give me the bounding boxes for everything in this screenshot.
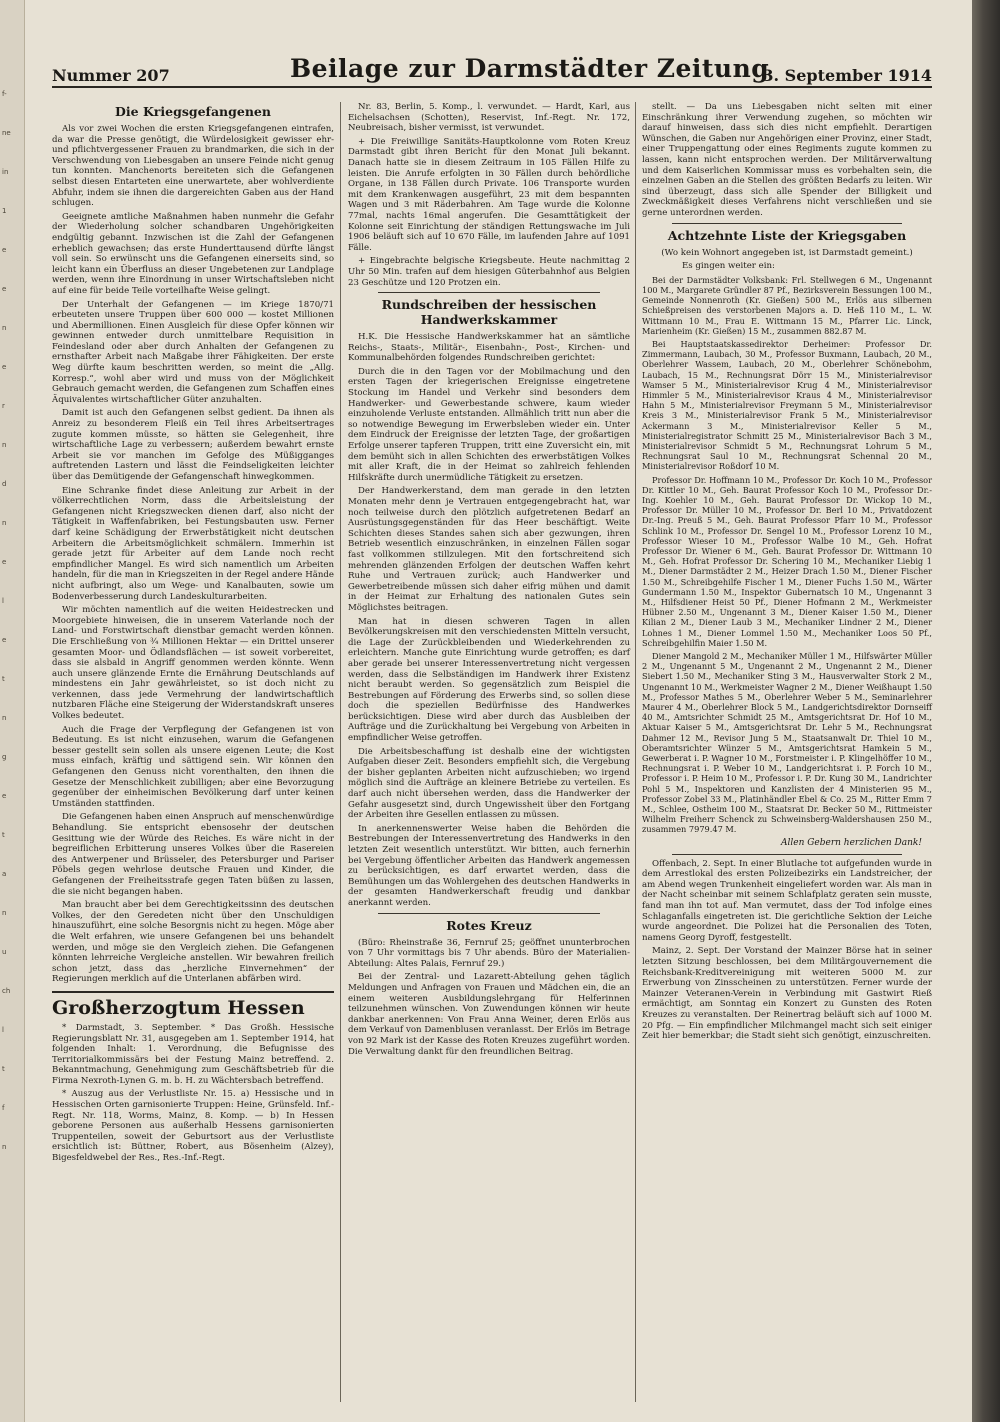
edge-fragment: r [2,402,5,410]
edge-fragment: n [2,909,7,917]
divider [378,913,600,914]
edge-fragment: u [2,948,7,956]
article-body [348,938,630,1058]
edge-fragment: e [2,558,7,566]
paragraph: Durch die in den Tagen vor der Mobilmachung und den ersten Tagen der kriegerischen Ereignisse eingetretene Stockung im Handel und Verkehr sind besonders dem Handwerker- und Gewerbestande schwere, kaum wieder einzuholende Verluste entstanden. Allmählich tritt nun aber die so notwendige Bewegung im Erwerbsleben wieder ein. Unter dem Eindruck der Ereignisse der letzten Tage, der großartigen Erfolge unserer tapferen Truppen, tritt eine Zuversicht ein, mit dem bemüht sich in allen Schichten des erwerbstätigen Volkes mit aller Kraft, die in der Heimat so zahlreich fehlenden Hilfskräfte durch unermüdliche Tätigkeit zu ersetzen. [348,366,630,483]
paragraph: Wir möchten namentlich auf die weiten Heidestrecken und Moorgebiete hinweisen, die in unserem Vaterlande noch der Land- und Forstwirtschaft dienstbar gemacht werden können. Die Erschließung von ¾ Millionen Hektar — ein Drittel unserer gesamten Moor- und Ödlandsflächen — ist soweit vorbereitet, dass sie alsbald in Angriff genommen werden könnte. Wenn auch unsere glänzende Ernte die Ernährung Deutschlands auf mindestens ein Jahr gewährleistet, so ist doch nicht zu verkennen, dass jede Vermehrung der landwirtschaftlich nutzbaren Fläche eine Steigerung der Widerstandskraft unseres Volkes bedeutet. [52,605,334,722]
paragraph: Mainz, 2. Sept. Der Vorstand der Mainzer Börse hat in seiner letzten Sitzung beschlossen, bei dem Militärgouvernement die Reichsbank-Kreditvereinigung mit weiteren 5000 M. zur Erwerbung von Zinsscheinen zu unterstützen. Ferner wurde der Mainzer Veteranen-Verein in Verbindung mit Gastwirt Rieß ermächtigt, am Sonntag ein Konzert zu Gunsten des Roten Kreuzes zu veranstalten. Der Reinertrag beläuft sich auf 1000 M. 20 Pfg. — Ein empfindlicher Milchmangel macht sich seit einiger Zeit hier bemerkbar; die Stadt sieht sich genötigt, einzuschreiten. [642,946,932,1042]
paragraph: Geeignete amtliche Maßnahmen haben nunmehr die Gefahr der Wiederholung solcher schandbaren Ungehörigkeiten endgültig gebannt. Inzwischen ist die Zahl der Gefangenen erheblich gewachsen; das erste Hunderttausend dürfte längst voll sein. So erwünscht uns die Gefangenen einerseits sind, so leicht kann ein Überfluss an dieser Ungebetenen zur Landplage werden, wenn ihre Einordnung in unser Wirtschaftsleben nicht auf eine für beide Teile vorteilhafte Weise gelingt. [52,211,334,296]
edge-fragment: g [2,753,7,761]
donation-list [642,275,932,835]
edge-fragment: f- [2,90,7,98]
edge-fragment: e [2,363,7,371]
paragraph: + Die Freiwillige Sanitäts-Hauptkolonne vom Roten Kreuz Darmstadt gibt ihren Bericht für den Monat Juli bekannt. Danach hatte sie in diesem Zeitraum in 105 Fällen Hilfe zu leisten. Die Anrufe erfolgten in 30 Fällen durch behördliche Organe, in 138 Fällen durch Private. 106 Transporte wurden mit dem Krankenwagen ausgeführt, 23 mit dem bespannten Wagen und 3 mit Räderbahren. Am Tage wurde die Kolonne 77mal, nachts 16mal angerufen. Die Gesamttätigkeit der Kolonne seit Einrichtung der ständigen Rettungswache im Juli 1906 beläuft sich auf 10 670 Fälle, im laufenden Jahre auf 1091 Fälle. [348,136,630,253]
divider [672,854,902,855]
column-divider [340,102,341,1402]
article-headline: Achtzehnte Liste der Kriegsgaben [667,227,907,243]
paragraph: stellt. — Da uns Liebesgaben nicht selten mit einer Einschränkung ihrer Verwendung zugehen, so möchten wir darauf hinweisen, dass sich dies nicht empfiehlt. Derartigen Wünschen, die Gaben nur Angehörigen einer Provinz, einer Stadt, einer Truppengattung oder eines Regiments zugute kommen zu lassen, kann nicht entsprochen werden. Der Militärverwaltung und dem Kaiserlichen Kommissar muss es vorbehalten sein, die einzelnen Gaben an die Stellen des größten Bedarfs zu leiten. Wir sind überzeugt, dass sich alle Spender der Billigkeit und Zweckmäßigkeit dieses Verfahrens nicht verschließen und sie gerne unterordnen werden. [642,102,932,218]
paragraph: Bei Hauptstaatskassedirektor Derheimer: Professor Dr. Zimmermann, Laubach, 30 M., Professor Buxmann, Laubach, 20 M., Oberlehrer Wassem, Laubach, 20 M., Oberlehrer Schönebohm, Laubach, 15 M., Rechnungsrat Dörr 15 M., Ministerialrevisor Wamser 5 M., Ministerialrevisor Krug 4 M., Ministerialrevisor Himmler 5 M., Ministerialrevisor Kraus 4 M., Ministerialrevisor Hahn 5 M., Ministerialrevisor Freymann 5 M., Ministerialrevisor Kreis 3 M., Ministerialrevisor Frank 5 M., Ministerialrevisor Ackermann 3 M., Ministerialrevisor Keller 5 M., Ministerialregistrator Schmitt 25 M., Ministerialrevisor Bach 3 M., Ministerialrevisor Schmidt 5 M., Rechnungsrat Lohrum 5 M., Rechnungsrat Saul 10 M., Rechnungsrat Schennal 20 M., Ministerialrevisor Roßdorf 10 M. [642,338,932,472]
paragraph: Offenbach, 2. Sept. In einer Blutlache tot aufgefunden wurde in dem Arrestlokal des ersten Polizeibezirks ein Landstreicher, der am Abend wegen Trunkenheit eingeliefert worden war. Als man in der Nacht scheinbar mit seinem Schlafplatz geraten sein musste, fand man ihn tot auf. Man vermutet, dass der Tod infolge eines Schlaganfalls eingetreten ist. Die gerichtliche Sektion der Leiche wurde angeordnet. Die Polizei hat die Personalien des Toten, namens Georg Dyroff, festgestellt. [642,858,932,943]
newspaper-title: Beilage zur Darmstädter Zeitung [290,54,770,83]
edge-fragment: f [2,1104,5,1112]
article-subline: (Wo kein Wohnort angegeben ist, ist Darmstadt gemeint.) [661,247,913,258]
edge-fragment: 1 [2,207,7,215]
edge-fragment: n [2,519,7,527]
edge-fragment: t [2,675,5,683]
section-body [52,1023,334,1164]
paragraph: H.K. Die Hessische Handwerkskammer hat an sämtliche Reichs-, Staats-, Militär-, Eisenbahn-, Post-, Kirchen- und Kommunalbehörden folgendes Rundschreiben gerichtet: [348,332,630,364]
paragraph: Professor Dr. Hoffmann 10 M., Professor Dr. Koch 10 M., Professor Dr. Kittler 10 M., Geh. Baurat Professor Koch 10 M., Professor Dr.-Ing. Koehler 10 M., Geh. Baurat Professor Dr. Wickop 10 M., Professor Dr. Müller 10 M., Professor Dr. Berl 10 M., Privatdozent Dr.-Ing. Preuß 5 M., Geh. Baurat Professor Pfarr 10 M., Professor Schlink 10 M., Professor Dr. Sengel 10 M., Professor Lorenz 10 M., Professor Wieser 10 M., Professor Walbe 10 M., Geh. Hofrat Professor Dr. Wiener 6 M., Geh. Baurat Professor Dr. Wittmann 10 M., Geh. Hofrat Professor Dr. Schering 10 M., Mechaniker Liebig 1 M., Diener Darmstädter 2 M., Heizer Drach 1.50 M., Diener Fischer 1.50 M., Schreibgehilfe Fischer 1 M., Diener Fuchs 1.50 M., Wärter Gundermann 1.50 M., Inspektor Gubernatsch 10 M., Ungenannt 3 M., Hilfsdiener Heist 50 Pf., Diener Hofmann 2 M., Werkmeister Hübner 2.50 M., Ungenannt 3 M., Diener Kaiser 1.50 M., Diener Kilian 2 M., Diener Laub 3 M., Mechaniker Lindner 2 M., Diener Lohnes 1 M., Diener Lommel 1.50 M., Mechaniker Loos 50 Pf., Schreibgehilfin Maier 1.50 M. [642,474,932,648]
paragraph: Bei der Zentral- und Lazarett-Abteilung gehen täglich Meldungen und Anfragen von Frauen und Mädchen ein, die an einem weiteren Ausbildungslehrgang für Helferinnen teilzunehmen wünschen. Von Zuwendungen können wir heute dankbar anerkennen: Von Frau Anna Weiner, deren Erlös aus dem Verkauf von Damenblusen veranlasst. Der Erlös im Betrage von 92 Mark ist der Kasse des Roten Kreuzes zugeführt worden. Die Verwaltung dankt für den freundlichen Beitrag. [348,972,630,1057]
edge-fragment: ne [2,129,11,137]
article-headline: Die Kriegsgefangenen [115,104,271,119]
edge-fragment: n [2,714,7,722]
adjacent-page-edge [0,0,25,1422]
column-3 [642,102,932,1045]
article-body [52,124,334,985]
edge-fragment: e [2,246,7,254]
paragraph: Auch die Frage der Verpflegung der Gefangenen ist von Bedeutung. Es ist nicht einzusehen, warum die Gefangenen besser gestellt sein sollen als unsere eigenen Leute; die Kost muss einfach, kräftig und sättigend sein. Wir können den Gefangenen den Genuss nicht vorenthalten, den ihnen die Gesetze der Menschlichkeit zubilligen; aber eine Bevorzugung gegenüber der einheimischen Bevölkerung darf unter keinen Umständen stattfinden. [52,724,334,809]
divider [672,223,902,224]
issue-date: 3. September 1914 [762,66,932,85]
edge-fragment: e [2,636,7,644]
paragraph: Der Unterhalt der Gefangenen — im Kriege 1870/71 erbeuteten unsere Truppen über 600 000 — kostet Millionen und Abermillionen. Einen Ausgleich für diese Opfer können wir gewinnen entweder durch unmittelbare Requisition in Feindesland oder aber durch Anhalten der Gefangenen zu ernsthafter Arbeit nach Maßgabe ihrer Fähigkeiten. Der erste Weg dürfte kaum beschritten werden, so meint die „Allg. Korresp.“, wohl aber wird und muss von der Möglichkeit Gebrauch gemacht werden, die Gefangenen zum Schaffen eines Äquivalentes wirtschaftlicher Güter anzuhalten. [52,299,334,405]
column-2 [348,102,630,1060]
paragraph: + Eingebrachte belgische Kriegsbeute. Heute nachmittag 2 Uhr 50 Min. trafen auf dem hiesigen Güterbahnhof aus Belgien 23 Geschütze und 120 Protzen ein. [348,256,630,288]
paragraph: Diener Mangold 2 M., Mechaniker Müller 1 M., Hilfswärter Müller 2 M., Ungenannt 5 M., Ungenannt 2 M., Ungenannt 2 M., Diener Siebert 1.50 M., Mechaniker Sting 3 M., Hausverwalter Stork 2 M., Ungenannt 10 M., Werkmeister Wagner 2 M., Diener Weißhaupt 1.50 M., Professor Mathes 5 M., Oberlehrer Weber 5 M., Seminarlehrer Maurer 4 M., Oberlehrer Block 5 M., Landgerichtsdirektor Dornseiff 40 M., Amtsrichter Schmidt 25 M., Amtsgerichtsrat Dr. Hof 10 M., Aktuar Kaiser 5 M., Amtsgerichtsrat Dr. Lehr 5 M., Rechnungsrat Dahmer 12 M., Revisor Jung 5 M., Staatsanwalt Dr. Thiel 10 M., Oberamtsrichter Wünzer 5 M., Amtsgerichtsrat Hamkein 5 M., Gewerberat i. P. Wagner 10 M., Forstmeister i. P. Klingelhöffer 10 M., Rechnungsrat i. P. Weber 10 M., Landgerichtsrat i. P. Forch 10 M., Professor i. P. Heim 10 M., Professor i. P. Dr. Kung 30 M., Landrichter Pohl 5 M., Inspektoren und Kanzlisten der 4 Ministerien 95 M., Professor Zobel 33 M., Platinhändler Ebel & Co. 25 M., Ritter Emm 7 M., Schlee, Ostheim 100 M., Staatsrat Dr. Becker 50 M., Rittmeister Wilhelm Freiherr Schenck zu Schweinsberg-Waldershausen 250 M., zusammen 7979.47 M. [642,651,932,835]
column-1 [52,102,334,1167]
masthead [52,46,932,88]
page-content [52,46,932,1406]
edge-fragment: t [2,1065,5,1073]
edge-fragment: e [2,792,7,800]
paragraph: Man hat in diesen schweren Tagen in allen Bevölkerungskreisen mit den verschiedensten Mitteln versucht, die Lage der Zurückbleibenden und Wiederkehrenden zu erleichtern. Manche gute Einrichtung wurde getroffen; es darf aber gerade bei unserer Interessenvertretung nicht vergessen werden, dass die Selbständigen im Handwerk ihrer Existenz nicht beraubt werden. So gegensätzlich zum Beispiel die Bestrebungen auf Förderung des Erwerbs sind, so sollen diese doch die speziellen Bedürfnisse des Handwerkes berücksichtigen. Diese wird aber durch das Ausbleiben der Aufträge und die Zurückhaltung bei Vergebung von Arbeiten in empfindlicher Weise getroffen. [348,616,630,744]
edge-fragment: e [2,285,7,293]
issue-number: Nummer 207 [52,66,170,85]
paragraph: Die Arbeitsbeschaffung ist deshalb eine der wichtigsten Aufgaben dieser Zeit. Besonders empfiehlt sich, die Vergebung der bisher geplanten Arbeiten nicht aufzuschieben; wo irgend möglich sind die Aufträge an kleinere Betriebe zu verteilen. Es darf auch nicht übersehen werden, dass die Handwerker der Gefahr ausgesetzt sind, durch Ungewissheit über den Fortgang der Arbeiten ihre Gesellen entlassen zu müssen. [348,746,630,821]
paragraph: Als vor zwei Wochen die ersten Kriegsgefangenen eintrafen, da war die Presse genötigt, die Würdelosigkeit gewisser ehr- und pflichtvergessener Frauen zu brandmarken, die sich in der Verschwendung von Liebesgaben an unsere Feinde nicht genug tun konnten. Manchenorts bereiteten sich die Gefangenen selbst diesen Entarteten eine unerwartete, aber wohlverdiente Abfuhr, indem sie ihnen die dargereichten Gaben aus der Hand schlugen. [52,124,334,209]
article-continuation [642,102,932,219]
paragraph: In anerkennenswerter Weise haben die Behörden die Bestrebungen der Interessenvertretung des Handwerks in den letzten Zeit wesentlich unterstützt. Wir bitten, auch fernerhin bei Vergebung öffentlicher Arbeiten das Handwerk angemessen zu berücksichtigen, es darf erwartet werden, dass die Bemühungen um das Wohlergehen des deutschen Handwerks in der gesamten Handwerkerschaft freudig und dankbar anerkannt werden. [348,823,630,908]
paragraph: Nr. 83, Berlin, 5. Komp., l. verwundet. — Hardt, Karl, aus Eichelsachsen (Schotten), Reservist, Inf.-Regt. Nr. 172, Neubreisach, bisher vermisst, ist verwundet. [348,102,630,134]
article-headline: Rotes Kreuz [446,917,532,933]
edge-fragment: n [2,324,7,332]
edge-fragment: t [2,831,5,839]
edge-fragment: a [2,870,7,878]
paragraph: Man braucht aber bei dem Gerechtigkeitssinn des deutschen Volkes, der den Geredeten nicht über den Unschuldigen hinauszuführt, eine solche Besorgnis nicht zu hegen. Möge aber die Welt erfahren, wie unsere Gefangenen bei uns behandelt werden, und möge sie den Vergleich ziehen. Die Gefangenen könnten lehrreiche Vergleiche anstellen. Wir bewahren freilich schon jetzt, dass das „herzliche Einvernehmen“ der Regierungen merklich auf die Unterlanen abfärben wird. [52,900,334,985]
book-binding-edge [972,0,1000,1422]
edge-fragment: l [2,1026,4,1034]
signoff: Allen Gebern herzlichen Dank! [781,837,922,848]
news-items [348,102,630,288]
edge-fragment: in [2,168,9,176]
paragraph: (Büro: Rheinstraße 36, Fernruf 25; geöffnet ununterbrochen von 7 Uhr vormittags bis 7 Uhr abends. Büro der Materialien-Abteilung: Altes Palais, Fernruf 29.) [348,937,630,969]
paragraph: Bei der Darmstädter Volksbank: Frl. Stellwegen 6 M., Ungenannt 100 M., Margarete Gründler 87 Pf., Bezirksverein Bessungen 100 M., Gemeinde Nonnenroth (Kr. Gießen) 500 M., Erlös aus silbernen Schießpreisen des verstorbenen Majors a. D. Heß 110 M., L. W. Wittmann 10 M., Frau E. Wittmann 15 M., Pfarrer Lic. Linck, Marienheim (Kr. Gießen) 15 M., zusammen 882.87 M. [642,274,932,336]
column-divider [635,102,636,1402]
article-body [348,332,630,908]
paragraph: Eine Schranke findet diese Anleitung zur Arbeit in der völkerrechtlichen Norm, dass die Arbeitsleistung der Gefangenen nicht Kriegszwecken dienen darf, also nicht der Tätigkeit in Waffenfabriken, bei Festungsbauten usw. Ferner darf keine Schädigung der Erwerbstätigkeit nicht deutschen Arbeitern die Arbeitsmöglichkeit schmälern. Immerhin ist gerade jetzt für Arbeiter auf dem Lande noch recht empfindlicher Mangel. Es wird sich namentlich um Arbeiten handeln, für die man in Kriegszeiten in der Regel andere Hände nicht aufbringt, also um Wege- und Kanalbauten, sowie um Bodenverbesserung durch Landeskulturarbeiten. [52,485,334,602]
edge-fragment: ch [2,987,11,995]
edge-fragment: n [2,441,7,449]
edge-fragment: l [2,597,4,605]
paragraph: Damit ist auch den Gefangenen selbst gedient. Da ihnen als Anreiz zu besonderem Fleiß ein Teil ihres Arbeitsertrages zugute kommen müsste, so hätten sie Gelegenheit, ihre wirtschaftliche Lage zu verbessern; außerdem bewahrt ernste Arbeit sie vor manchen im Gefolge des Müßigganges auftretenden Lastern und lässt die Feindseligkeiten leichter über das Demütigende der Gefangenschaft hinwegkommen. [52,408,334,482]
paragraph: * Darmstadt, 3. September. * Das Großh. Hessische Regierungsblatt Nr. 31, ausgegeben am 1. September 1914, hat folgenden Inhalt: 1. Verordnung, die Befugnisse des Territorialkommissärs bei der Festung Mainz betreffend. 2. Bekanntmachung, Genehmigung zum Geschäftsbetrieb für die Firma Nexroth-Lynen G. m. b. H. zu Wächtersbach betreffend. [52,1022,334,1086]
paragraph: Die Gefangenen haben einen Anspruch auf menschenwürdige Behandlung. Sie entspricht ebensosehr der deutschen Gesittung wie der Würde des Reiches. Es wäre nicht in der begreiflichen Erbitterung unseres Volkes über die Rasereien des Antwerpener und Brüsseler, des Petersburger und Pariser Pöbels gegen wehrlose deutsche Frauen und Kinder, die Gefangenen der Freiheitsstrafe gegen Taten büßen zu lassen, die sie nicht begangen haben. [52,812,334,897]
edge-fragment: n [2,1143,7,1151]
section-headline: Großherzogtum Hessen [52,991,334,1019]
paragraph: * Auszug aus der Verlustliste Nr. 15. a) Hessische und in Hessischen Orten garnisonierte Truppen: Heine, Grünsfeld. Inf.-Regt. Nr. 118, Worms, Mainz, 8. Komp. — b) In Hessen geborene Personen aus außerhalb Hessens garnisonierten Truppenteilen, soweit der Geburtsort aus der Verlustliste ersichtlich ist: Büttner, Robert, aus Bösenheim (Alzey), Bigesfeldwebel der Res., Res.-Inf.-Regt. [52,1089,334,1164]
divider [378,292,600,293]
news-items [642,859,932,1042]
edge-fragment: d [2,480,7,488]
paragraph: Der Handwerkerstand, dem man gerade in den letzten Monaten mehr denn je Vertrauen entgegengebracht hat, war noch teilweise durch den plötzlich aufgetretenen Bedarf an Ausrüstungsgegenständen für das Heer beschäftigt. Weite Schichten dieses Standes sahen sich aber gezwungen, ihren Betrieb wesentlich einzuschränken, in einzelnen Fällen sogar fast vollkommen stillzulegen. Mit den fortschreitend sich mehrenden glänzenden Erfolgen der deutschen Waffen kehrt Ruhe und Vertrauen zurück; auch Handwerker und Gewerbetreibende müssen sich daher eifrig mühen und damit in der Heimat zur Erhaltung des nationalen Gutes sein Möglichstes beitragen. [348,486,630,613]
article-lead: Es gingen weiter ein: [682,261,775,272]
article-headline: Rundschreiben der hessischen Handwerkskammer [381,297,597,328]
